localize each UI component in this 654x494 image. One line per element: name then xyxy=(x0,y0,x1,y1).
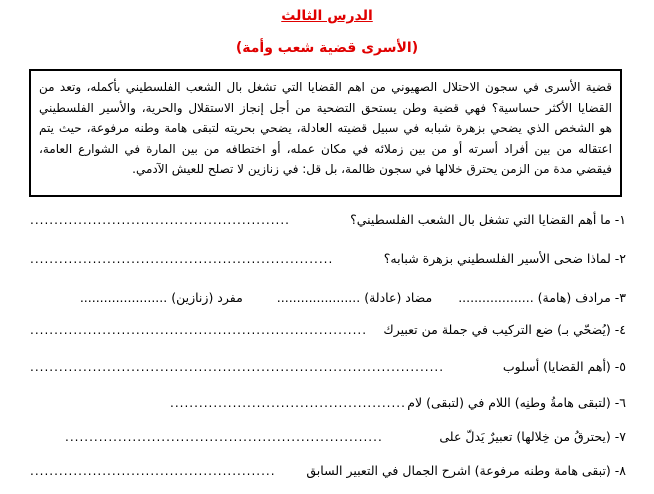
question-text: ٣- مرادف (هامة) xyxy=(537,290,626,305)
question-text: ٤- (يُضحّي بـ) ضع التركيب في جملة من تعبيرك xyxy=(383,322,626,337)
question-text: مضاد (عادلة) xyxy=(364,290,433,305)
question-text: ٥- (أهم القضايا) أسلوب xyxy=(502,359,626,374)
passage-line: هو الشخص الذي يضحي بزهرة شبابه في سبيل قضيته العادلة، يضحي بحريته لتبقى هامة وطنه مرفوعة، حيث يتم xyxy=(39,121,612,135)
passage-line: اعتقاله من بين أفراد أسرته أو من بين زملائه في مكان عمله، أو اختطافه من بين المارة في الشوارع العامة، xyxy=(39,141,612,156)
answer-line: ................................................... xyxy=(30,464,276,478)
passage-line: القضايا الأكثر حساسية؟ فهي قضية وطن يستحق التضحية من أجل إنجاز الاستقلال والحرية، والأسير الفلسطيني xyxy=(39,100,612,115)
question-4 xyxy=(30,320,626,340)
lesson-title: الدرس الثالث xyxy=(281,8,373,24)
question-text: ٨- (تبقى هامة وطنه مرفوعة) اشرح الجمال في التعبير السابق xyxy=(306,463,626,478)
answer-line: ...................... xyxy=(79,290,168,305)
passage-line: قضية الأسرى في سجون الاحتلال الصهيوني من اهم القضايا التي تشغل بال الشعب الفلسطيني بأكمله، وتعد من xyxy=(39,80,612,94)
answer-line: ................................................. xyxy=(170,396,406,410)
question-5 xyxy=(30,357,626,377)
question-text: مفرد (زنازين) xyxy=(171,290,243,305)
answer-line: ...................................................................... xyxy=(30,323,368,337)
answer-line: ................... xyxy=(458,290,534,305)
question-text: ٧- (يحترقُ من خِلالها) تعبيرٌ يَدلّ على xyxy=(439,429,626,444)
passage-line: فيقضي مدة من الزمن يحترق خلالها في سجون ظالمة، بل قل: في زنازين لا تصلح للعيش الآدمي. xyxy=(132,162,612,176)
reading-passage-box xyxy=(29,69,622,197)
question-6 xyxy=(30,393,626,413)
answer-line: .................................................................. xyxy=(65,430,383,444)
answer-line: ..................... xyxy=(276,290,361,305)
question-2 xyxy=(30,249,626,269)
question-7 xyxy=(30,427,626,447)
question-1 xyxy=(30,210,626,230)
answer-line: ...................................................................................... xyxy=(30,360,445,374)
question-8 xyxy=(30,461,626,481)
question-3 xyxy=(30,288,626,308)
question-text: ١- ما أهم القضايا التي تشغل بال الشعب الفلسطيني؟ xyxy=(350,212,626,227)
answer-line: ............................................................... xyxy=(30,252,334,266)
lesson-subtitle: (الأسرى قضية شعب وأمة) xyxy=(235,40,419,56)
answer-line: ...................................................... xyxy=(30,213,290,227)
question-text: ٦- (لتبقى هامةُ وطنِه) اللام في (لتبقى) لام xyxy=(407,395,626,410)
question-text: ٢- لماذا ضحى الأسير الفلسطيني بزهرة شبابه؟ xyxy=(383,251,626,266)
